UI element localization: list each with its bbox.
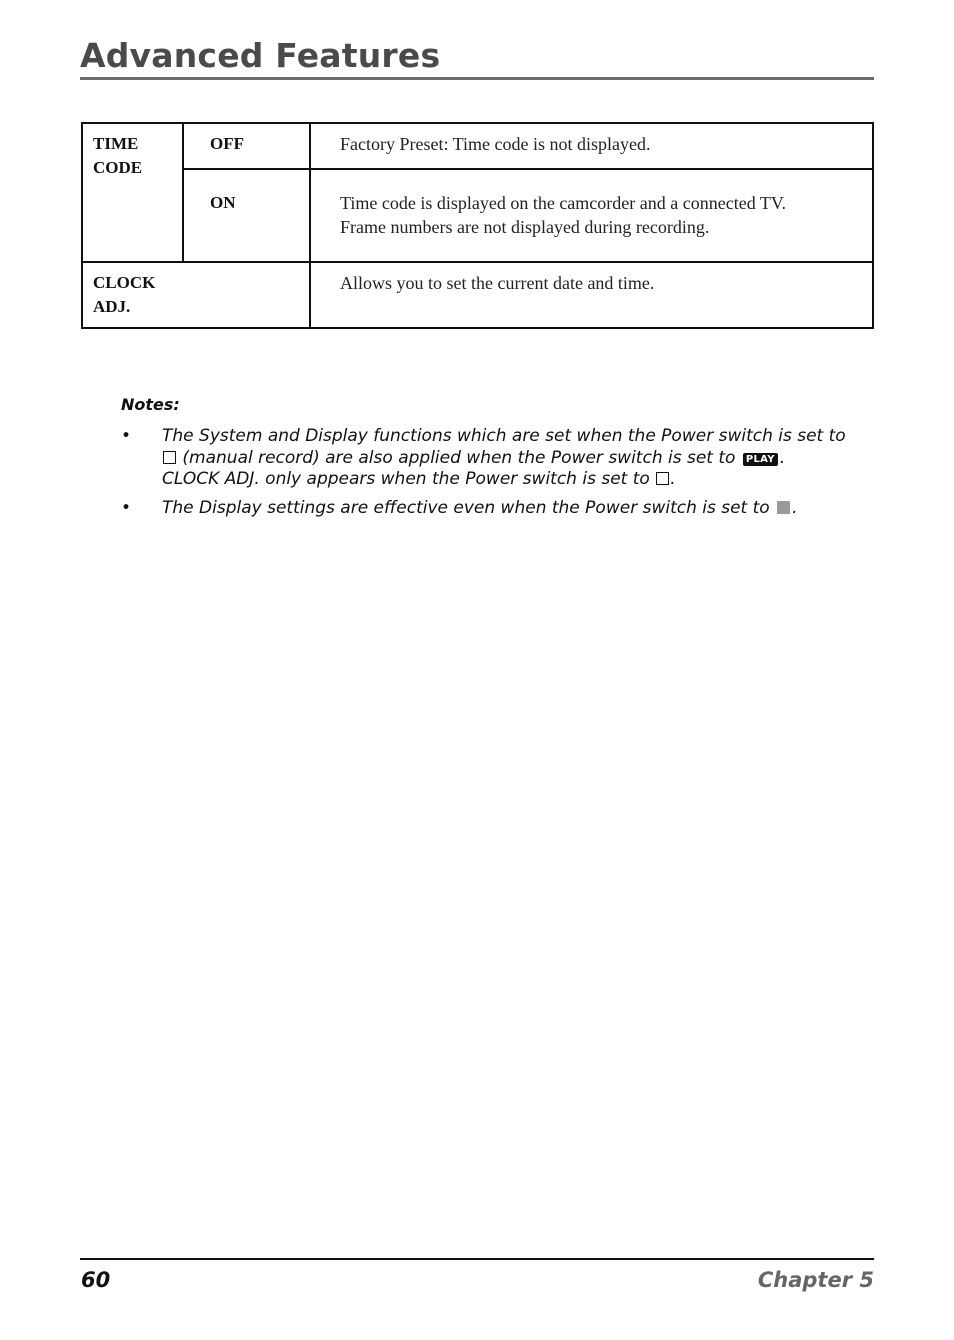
option-off-description: Factory Preset: Time code is not displayed. [310,123,873,169]
note1-text-part4: CLOCK ADJ. only appears when the Power switch is set to [162,469,650,489]
clock-adj-label-line1: CLOCK [93,273,156,292]
note-item-2 [121,498,861,520]
option-on: ON [183,169,310,262]
bullet-icon: • [121,426,132,446]
manual-record-icon [163,451,176,464]
page-number: 60 [81,1268,111,1292]
settings-table [81,122,874,329]
note-item-1 [121,426,861,491]
notes-section [121,394,861,526]
time-code-label-line1: TIME [93,134,139,153]
table-row-time-code-on [82,169,873,262]
clock-adj-description: Allows you to set the current date and time. [310,262,873,328]
footer-divider [80,1258,874,1260]
note1-text-part1: The System and Display functions which are set when the Power switch is set to [162,426,846,446]
option-on-description-line1: Time code is displayed on the camcorder and a connected TV. [340,193,787,213]
auto-mode-icon [777,501,790,514]
option-on-description-line2: Frame numbers are not displayed during recording. [340,217,710,237]
play-mode-icon: PLAY [743,453,778,466]
chapter-label: Chapter 5 [757,1268,874,1292]
note1-text-part5: . [670,469,676,489]
option-on-description [310,169,873,262]
note2-text-part2: . [792,497,798,518]
clock-adj-label-line2: ADJ. [93,297,131,316]
option-off: OFF [183,123,310,169]
note1-text-part3: . [779,447,786,468]
time-code-label [82,123,183,262]
manual-record-icon [656,472,669,485]
title-divider [80,77,874,80]
clock-adj-label [82,262,310,328]
table-row-clock-adj [82,262,873,328]
note2-text-part1: The Display settings are effective even when the Power switch is set to [162,497,770,518]
notes-heading: Notes: [121,395,180,414]
note1-text-part2: (manual record) are also applied when the Power switch is set to [182,447,736,468]
time-code-label-line2: CODE [93,158,143,177]
bullet-icon: • [121,497,132,518]
page-title: Advanced Features [80,36,441,75]
table-row-time-code-off [82,123,873,169]
